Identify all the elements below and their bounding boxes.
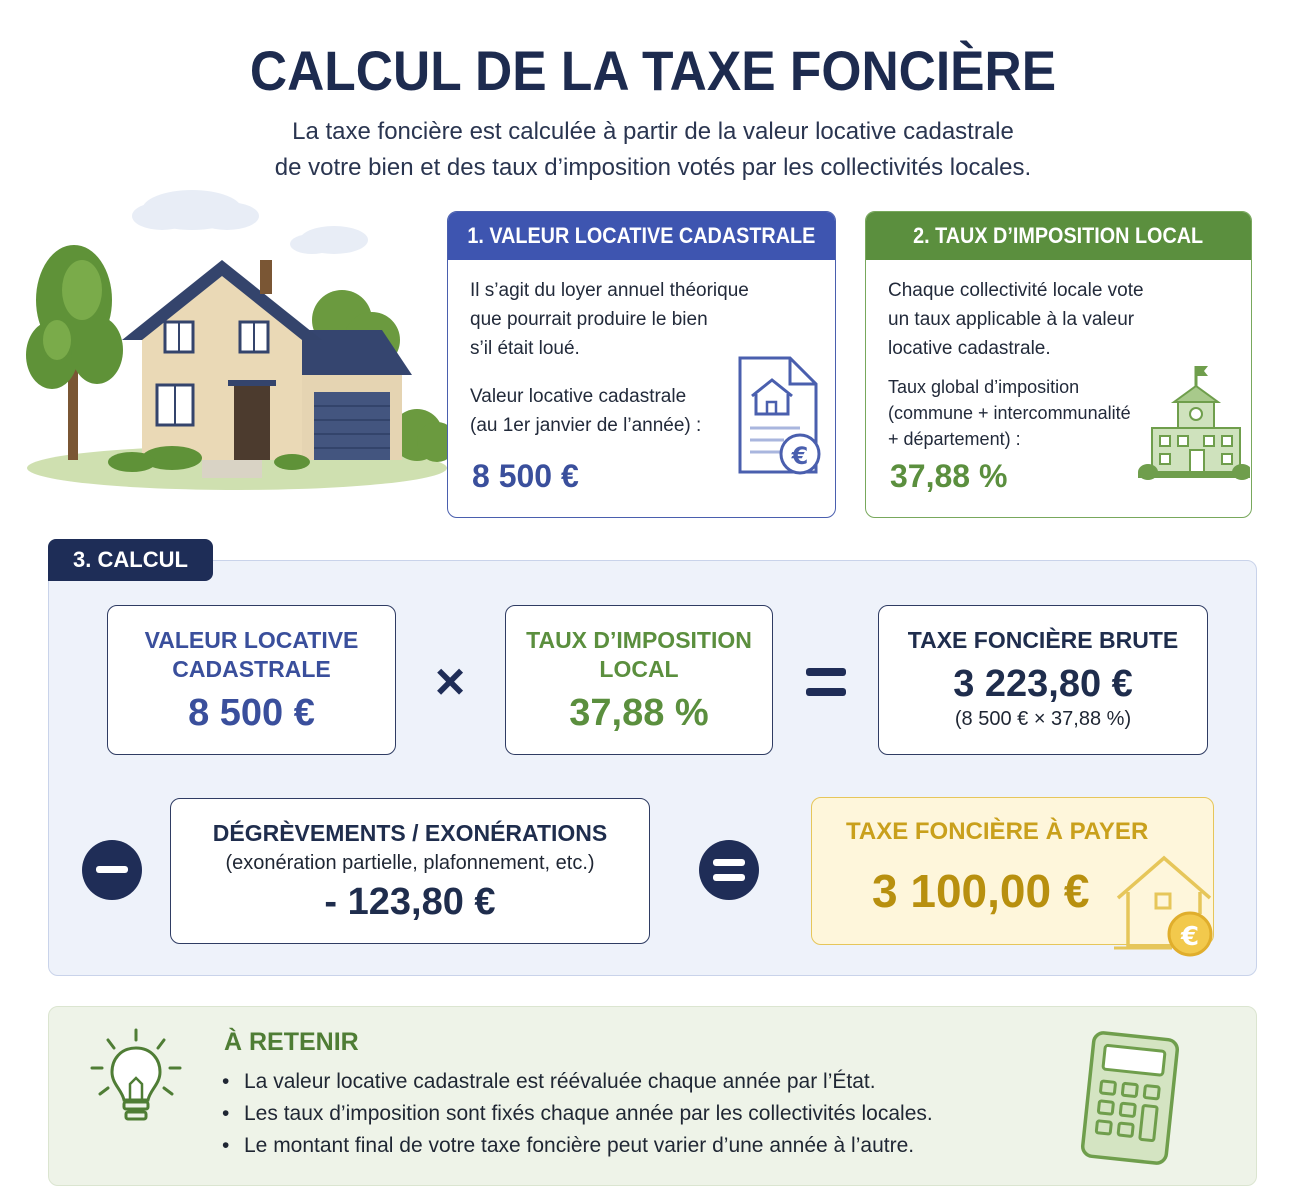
list-item: • Le montant final de votre taxe foncière peut varier d’une année à l’autre.: [222, 1130, 933, 1162]
page-subtitle: La taxe foncière est calculée à partir de la valeur locative cadastrale de votre bien et des taux d’imposition votés par les collectivités locales.: [274, 118, 1032, 181]
equals-sign: [806, 668, 846, 700]
calc-taux-value: 37,88 %: [569, 692, 709, 734]
house-euro-icon: [1112, 852, 1220, 958]
lightbulb-icon: [88, 1028, 184, 1128]
step2-title: 2. TAUX D’IMPOSITION LOCAL: [866, 212, 1251, 260]
calculator-icon: [1074, 1030, 1186, 1166]
svg-text:€: €: [1180, 922, 1200, 952]
calc-degrevements-note: (exonération partielle, plafonnement, etc.): [225, 852, 595, 874]
calc-valeur-locative-box: VALEUR LOCATIVE CADASTRALE 8 500 €: [107, 605, 396, 755]
calc-taxe-brute-box: TAXE FONCIÈRE BRUTE 3 223,80 € (8 500 € × 37,88 %): [878, 605, 1208, 755]
retenir-title: À RETENIR: [224, 1028, 359, 1056]
step1-value: 8 500 €: [472, 458, 579, 494]
step1-description: Il s’agit du loyer annuel théorique que pourrait produire le bien s’il était loué.: [470, 280, 749, 359]
svg-text:€: €: [791, 442, 809, 470]
step1-value-label: Valeur locative cadastrale (au 1er janvier de l’année) :: [470, 386, 702, 436]
calc-taxe-a-payer-value: 3 100,00 €: [872, 865, 1090, 917]
equals-circle-icon: [699, 840, 759, 900]
step1-title: 1. VALEUR LOCATIVE CADASTRALE: [448, 212, 835, 260]
calc-taux-box: TAUX D’IMPOSITION LOCAL 37,88 %: [505, 605, 773, 755]
calc-degrevements-value: - 123,80 €: [324, 881, 496, 923]
minus-circle-icon: [82, 840, 142, 900]
list-item: • La valeur locative cadastrale est réévaluée chaque année par l’État.: [222, 1066, 933, 1098]
step2-description: Chaque collectivité locale vote un taux applicable à la valeur locative cadastrale.: [888, 280, 1144, 359]
document-house-euro-icon: [734, 354, 826, 478]
calcul-tab: 3. CALCUL: [48, 539, 213, 581]
calc-taxe-brute-formula: (8 500 € × 37,88 %): [954, 708, 1132, 730]
step2-value: 37,88 %: [890, 458, 1008, 494]
retenir-list: [222, 1066, 933, 1162]
step1-card: [447, 211, 836, 518]
calc-degrevements-box: DÉGRÈVEMENTS / EXONÉRATIONS (exonération partielle, plafonnement, etc.) - 123,80 €: [170, 798, 650, 944]
town-hall-icon: [1138, 362, 1250, 482]
calc-valeur-locative-value: 8 500 €: [188, 692, 315, 734]
step2-card: [865, 211, 1252, 518]
page-title: CALCUL DE LA TAXE FONCIÈRE: [249, 39, 1057, 102]
house-illustration: [22, 180, 452, 500]
multiply-sign: ×: [434, 653, 466, 711]
list-item: • Les taux d’imposition sont fixés chaque année par les collectivités locales.: [222, 1098, 933, 1130]
calc-taxe-brute-value: 3 223,80 €: [953, 663, 1133, 705]
step2-value-label: Taux global d’imposition (commune + intercommunalité + département) :: [888, 377, 1131, 449]
calc-taxe-a-payer-label: TAXE FONCIÈRE À PAYER: [846, 818, 1149, 845]
